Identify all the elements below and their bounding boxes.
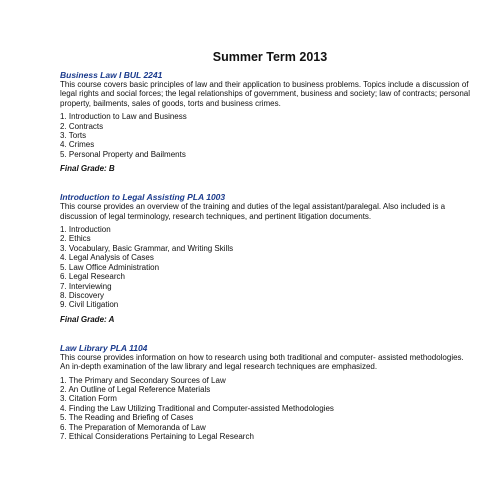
- topic-item: 8. Discovery: [60, 290, 105, 300]
- topic-list: [60, 112, 470, 159]
- topic-item: 5. Personal Property and Bailments: [60, 149, 186, 159]
- page-title: Summer Term 2013: [212, 50, 328, 64]
- topic-item: 9. Civil Litigation: [60, 300, 119, 310]
- topic-item: 2. An Outline of Legal Reference Materials: [60, 384, 211, 394]
- course-section-business-law: [60, 70, 470, 174]
- topic-item: 3. Vocabulary, Basic Grammar, and Writing Skills: [60, 243, 234, 253]
- course-description: This course covers basic principles of law and their application to business problems. Topics include a discussion of legal rights and social forces; the legal relationships of government, business and society; law of contracts; personal property, bailments, sales of goods, torts and business crimes.: [60, 80, 470, 108]
- course-section-law-library: [60, 343, 470, 442]
- topic-item: 4. Crimes: [60, 140, 95, 150]
- topic-item: 3. Torts: [60, 131, 87, 141]
- topic-item: 4. Finding the Law Utilizing Traditional and Computer-assisted Methodologies: [60, 403, 334, 413]
- topic-item: 7. Ethical Considerations Pertaining to Legal Research: [60, 431, 254, 441]
- topic-item: 2. Ethics: [60, 234, 91, 244]
- topic-item: 6. The Preparation of Memoranda of Law: [60, 422, 206, 432]
- topic-item: 6. Legal Research: [60, 272, 125, 282]
- topic-item: 2. Contracts: [60, 121, 104, 131]
- topic-list: [60, 225, 470, 310]
- topic-item: 5. Law Office Administration: [60, 262, 160, 272]
- topic-item: 5. The Reading and Briefing of Cases: [60, 413, 194, 423]
- course-title: Introduction to Legal Assisting PLA 1003: [60, 192, 226, 203]
- course-description: This course provides an overview of the training and duties of the legal assistant/paralegal. Also included is a discussion of legal terminology, research techniques, and pertinent litigation documents.: [60, 202, 446, 221]
- topic-item: 4. Legal Analysis of Cases: [60, 253, 154, 263]
- course-description: This course provides information on how to research using both traditional and computer- assisted methodologies. An in-depth examination of the law library and legal research techniques are emphasized.: [60, 352, 464, 372]
- topic-item: 7. Interviewing: [60, 281, 112, 291]
- course-title: Law Library PLA 1104: [60, 342, 148, 353]
- course-title: Business Law I BUL 2241: [60, 70, 163, 80]
- transcript-page: [60, 50, 470, 441]
- topic-item: 3. Citation Form: [60, 394, 117, 404]
- topic-list: [60, 376, 470, 442]
- topic-item: 1. Introduction: [60, 225, 111, 235]
- course-section-legal-assisting: [60, 192, 470, 324]
- final-grade: Final Grade: A: [60, 314, 115, 324]
- final-grade: Final Grade: B: [60, 164, 115, 174]
- topic-item: 1. Introduction to Law and Business: [60, 112, 187, 122]
- topic-item: 1. The Primary and Secondary Sources of Law: [60, 375, 226, 385]
